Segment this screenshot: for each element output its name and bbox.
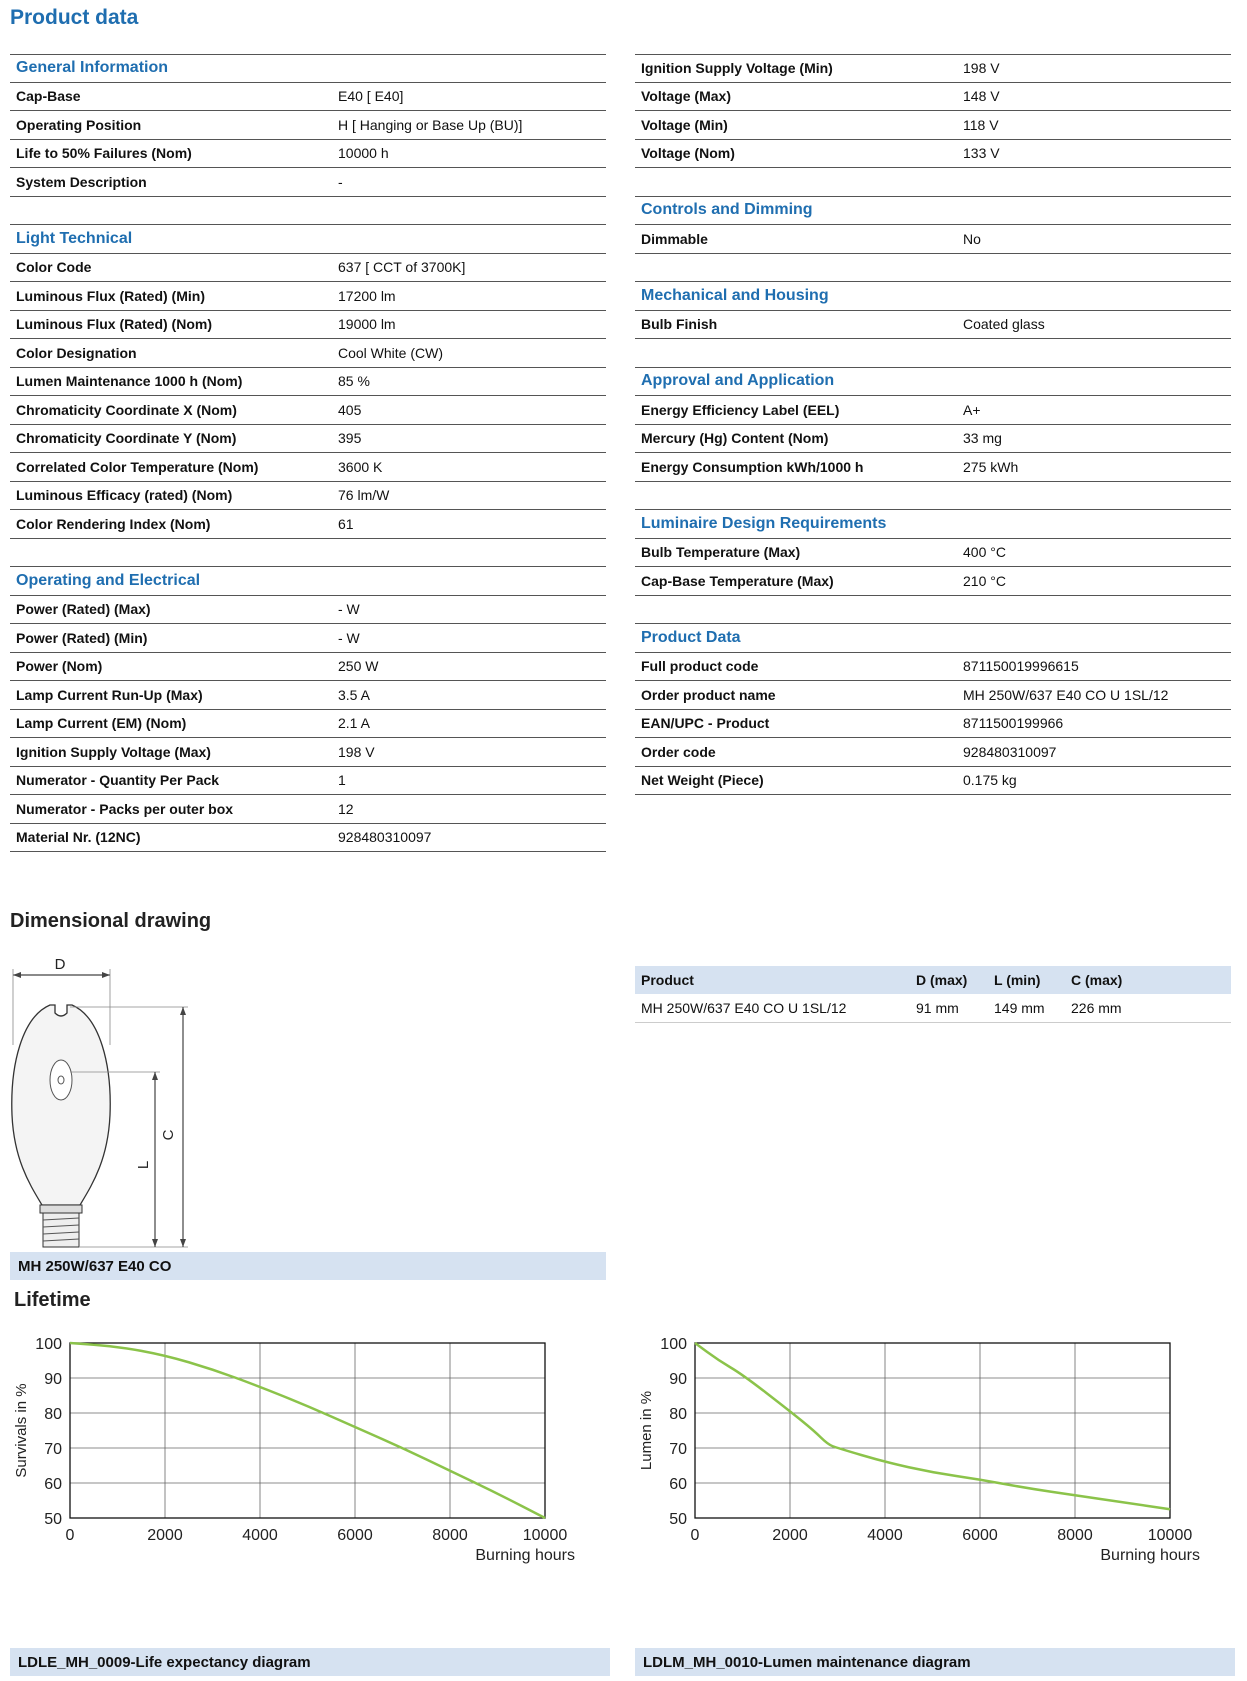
d-label: D — [54, 956, 66, 973]
spec-label: Net Weight (Piece) — [641, 772, 764, 789]
spec-label: Operating Position — [16, 116, 142, 133]
lumen-chart-caption: LDLM_MH_0010-Lumen maintenance diagram — [635, 1648, 1235, 1676]
spec-value: 198 V — [338, 743, 375, 760]
spec-label: Voltage (Nom) — [641, 145, 735, 162]
spec-row — [10, 681, 606, 710]
spec-value: 928480310097 — [963, 743, 1057, 760]
spec-value: - W — [338, 601, 360, 618]
y-axis-label: Lumen in % — [638, 1390, 655, 1471]
spec-value: 1 — [338, 772, 346, 789]
spec-label: Bulb Temperature (Max) — [641, 544, 801, 561]
spec-row — [635, 225, 1231, 254]
y-tick-label: 100 — [35, 1336, 62, 1353]
spec-value: 118 V — [963, 116, 999, 133]
spec-value: A+ — [963, 401, 981, 418]
spec-label: Correlated Color Temperature (Nom) — [16, 458, 259, 475]
y-tick-label: 100 — [660, 1336, 687, 1353]
col-product: Product — [641, 972, 694, 988]
spec-value: No — [963, 230, 981, 247]
spec-label: Dimmable — [641, 230, 708, 247]
spec-row — [10, 510, 606, 539]
spec-row — [10, 140, 606, 169]
spec-label: Cap-Base — [16, 88, 81, 105]
dimension-table — [635, 966, 1231, 1023]
spec-row — [10, 83, 606, 112]
spec-row — [635, 567, 1231, 596]
spec-label: Color Rendering Index (Nom) — [16, 515, 211, 532]
spec-label: Luminous Flux (Rated) (Min) — [16, 287, 205, 304]
left-spec-column — [10, 54, 606, 852]
x-tick-label: 2000 — [772, 1527, 808, 1544]
spec-label: Power (Nom) — [16, 658, 103, 675]
spec-label: System Description — [16, 173, 147, 190]
spec-value: Cool White (CW) — [338, 344, 444, 361]
spec-label: Bulb Finish — [641, 316, 718, 333]
section-header: Product Data — [635, 624, 1231, 653]
spec-value: 85 % — [338, 373, 370, 390]
spacer-row — [10, 197, 606, 226]
spec-row — [635, 54, 1231, 83]
section-header: Operating and Electrical — [10, 567, 606, 596]
series-line — [695, 1343, 1170, 1509]
spec-value: 400 °C — [963, 544, 1006, 561]
spec-value: 76 lm/W — [338, 487, 390, 504]
spec-value: - — [338, 173, 343, 190]
spec-value: 33 mg — [963, 430, 1002, 447]
spec-row — [10, 624, 606, 653]
spec-row — [635, 653, 1231, 682]
spec-row — [10, 368, 606, 397]
spec-row — [635, 111, 1231, 140]
spec-label: Life to 50% Failures (Nom) — [16, 145, 192, 162]
cell-d-max: 91 mm — [916, 1000, 959, 1016]
drawing-caption: MH 250W/637 E40 CO — [10, 1252, 606, 1280]
spec-label: Ignition Supply Voltage (Min) — [641, 60, 833, 77]
cell-l-min: 149 mm — [994, 1000, 1045, 1016]
spec-label: Mercury (Hg) Content (Nom) — [641, 430, 829, 447]
spec-label: Lamp Current Run-Up (Max) — [16, 686, 203, 703]
spec-row — [10, 168, 606, 197]
spec-value: 871150019996615 — [963, 658, 1079, 675]
dimensional-heading: Dimensional drawing — [10, 910, 212, 932]
spec-value: 8711500199966 — [963, 715, 1064, 732]
x-axis-label: Burning hours — [1100, 1547, 1200, 1564]
section-header: Approval and Application — [635, 368, 1231, 397]
spec-label: Power (Rated) (Max) — [16, 601, 151, 618]
spec-row — [635, 767, 1231, 796]
table-row — [635, 994, 1231, 1023]
x-tick-label: 8000 — [432, 1527, 468, 1544]
y-tick-label: 80 — [44, 1406, 62, 1423]
spacer-row — [635, 482, 1231, 511]
x-axis-label: Burning hours — [475, 1547, 575, 1564]
spec-row — [10, 282, 606, 311]
spec-label: Order code — [641, 743, 716, 760]
spec-value: MH 250W/637 E40 CO U 1SL/12 — [963, 686, 1169, 703]
spec-value: Coated glass — [963, 316, 1045, 333]
x-tick-label: 0 — [690, 1527, 700, 1544]
x-tick-label: 10000 — [522, 1527, 568, 1544]
spec-row — [635, 539, 1231, 568]
spec-label: Luminous Flux (Rated) (Nom) — [16, 316, 212, 333]
c-label: C — [160, 1129, 177, 1141]
series-line — [70, 1343, 545, 1518]
plot-frame — [695, 1343, 1170, 1518]
spec-value: 3.5 A — [338, 686, 370, 703]
spec-value: 3600 K — [338, 458, 383, 475]
y-tick-label: 50 — [44, 1511, 62, 1528]
spec-row — [10, 311, 606, 340]
spec-label: Numerator - Packs per outer box — [16, 800, 234, 817]
spec-row — [635, 425, 1231, 454]
spec-label: Lamp Current (EM) (Nom) — [16, 715, 187, 732]
spec-row — [10, 453, 606, 482]
spec-value: 148 V — [963, 88, 1000, 105]
col-d-max: D (max) — [916, 972, 968, 988]
spec-value: 133 V — [963, 145, 1000, 162]
spec-label: Voltage (Max) — [641, 88, 731, 105]
y-axis-label: Survivals in % — [13, 1383, 30, 1478]
x-tick-label: 0 — [65, 1527, 75, 1544]
spec-row — [10, 111, 606, 140]
spacer-row — [635, 168, 1231, 197]
spec-value: 198 V — [963, 60, 1000, 77]
spec-row — [10, 396, 606, 425]
section-header: Controls and Dimming — [635, 197, 1231, 226]
section-header: General Information — [10, 54, 606, 83]
spec-label: Full product code — [641, 658, 759, 675]
spec-value: 0.175 kg — [963, 772, 1017, 789]
spec-row — [635, 140, 1231, 169]
spec-value: 928480310097 — [338, 829, 432, 846]
spec-label: Energy Consumption kWh/1000 h — [641, 458, 864, 475]
l-label: L — [135, 1160, 152, 1170]
cell-product: MH 250W/637 E40 CO U 1SL/12 — [641, 1000, 847, 1016]
spec-row — [635, 453, 1231, 482]
spec-label: Color Code — [16, 259, 92, 276]
y-tick-label: 90 — [669, 1371, 687, 1388]
spec-value: - W — [338, 629, 360, 646]
x-tick-label: 10000 — [1147, 1527, 1193, 1544]
y-tick-label: 70 — [669, 1441, 687, 1458]
spec-label: Order product name — [641, 686, 776, 703]
spec-label: EAN/UPC - Product — [641, 715, 770, 732]
spacer-row — [10, 539, 606, 568]
spec-row — [635, 681, 1231, 710]
dimension-table-header — [635, 966, 1231, 994]
spec-label: Chromaticity Coordinate Y (Nom) — [16, 430, 237, 447]
y-tick-label: 50 — [669, 1511, 687, 1528]
spec-row — [10, 653, 606, 682]
lifetime-heading: Lifetime — [14, 1289, 91, 1311]
x-tick-label: 6000 — [337, 1527, 373, 1544]
spec-row — [10, 767, 606, 796]
cell-c-max: 226 mm — [1071, 1000, 1122, 1016]
x-tick-label: 4000 — [867, 1527, 903, 1544]
spec-value: H [ Hanging or Base Up (BU)] — [338, 116, 523, 133]
spec-label: Material Nr. (12NC) — [16, 829, 141, 846]
col-c-max: C (max) — [1071, 972, 1123, 988]
spec-label: Numerator - Quantity Per Pack — [16, 772, 220, 789]
y-tick-label: 80 — [669, 1406, 687, 1423]
spacer-row — [635, 339, 1231, 368]
x-tick-label: 4000 — [242, 1527, 278, 1544]
spec-value: 395 — [338, 430, 362, 447]
spec-row — [635, 710, 1231, 739]
spec-label: Color Designation — [16, 344, 137, 361]
spec-row — [10, 425, 606, 454]
right-spec-column — [635, 54, 1231, 795]
spec-row — [10, 795, 606, 824]
spec-row — [10, 596, 606, 625]
spec-value: 61 — [338, 515, 354, 532]
spec-value: 637 [ CCT of 3700K] — [338, 259, 466, 276]
spec-value: 12 — [338, 800, 354, 817]
spec-row — [635, 738, 1231, 767]
spec-row — [10, 254, 606, 283]
section-header: Mechanical and Housing — [635, 282, 1231, 311]
spec-value: 405 — [338, 401, 362, 418]
section-header: Light Technical — [10, 225, 606, 254]
lamp-drawing — [10, 955, 200, 1250]
y-tick-label: 90 — [44, 1371, 62, 1388]
spec-label: Power (Rated) (Min) — [16, 629, 148, 646]
spec-label: Lumen Maintenance 1000 h (Nom) — [16, 373, 243, 390]
col-l-min: L (min) — [994, 972, 1041, 988]
spec-label: Energy Efficiency Label (EEL) — [641, 401, 840, 418]
x-tick-label: 6000 — [962, 1527, 998, 1544]
life-chart-caption: LDLE_MH_0009-Life expectancy diagram — [10, 1648, 610, 1676]
spec-row — [10, 482, 606, 511]
spec-value: 19000 lm — [338, 316, 396, 333]
x-tick-label: 8000 — [1057, 1527, 1093, 1544]
page-title: Product data — [10, 6, 139, 29]
spacer-row — [635, 596, 1231, 625]
section-header: Luminaire Design Requirements — [635, 510, 1231, 539]
spec-label: Ignition Supply Voltage (Max) — [16, 743, 211, 760]
spec-row — [10, 710, 606, 739]
spec-label: Cap-Base Temperature (Max) — [641, 572, 834, 589]
spec-row — [10, 738, 606, 767]
y-tick-label: 60 — [44, 1476, 62, 1493]
spec-label: Luminous Efficacy (rated) (Nom) — [16, 487, 233, 504]
spec-row — [10, 339, 606, 368]
spacer-row — [635, 254, 1231, 283]
spec-value: 2.1 A — [338, 715, 370, 732]
spec-value: 17200 lm — [338, 287, 396, 304]
spec-value: 250 W — [338, 658, 379, 675]
life-expectancy-chart — [10, 1335, 620, 1595]
spec-value: 10000 h — [338, 145, 389, 162]
spec-label: Voltage (Min) — [641, 116, 728, 133]
spec-value: 210 °C — [963, 572, 1006, 589]
y-tick-label: 70 — [44, 1441, 62, 1458]
y-tick-label: 60 — [669, 1476, 687, 1493]
x-tick-label: 2000 — [147, 1527, 183, 1544]
spec-value: 275 kWh — [963, 458, 1019, 475]
lumen-maintenance-chart — [635, 1335, 1245, 1595]
spec-row — [635, 83, 1231, 112]
spec-row — [10, 824, 606, 853]
spec-label: Chromaticity Coordinate X (Nom) — [16, 401, 237, 418]
plot-frame — [70, 1343, 545, 1518]
spec-value: E40 [ E40] — [338, 88, 404, 105]
spec-row — [635, 311, 1231, 340]
spec-row — [635, 396, 1231, 425]
